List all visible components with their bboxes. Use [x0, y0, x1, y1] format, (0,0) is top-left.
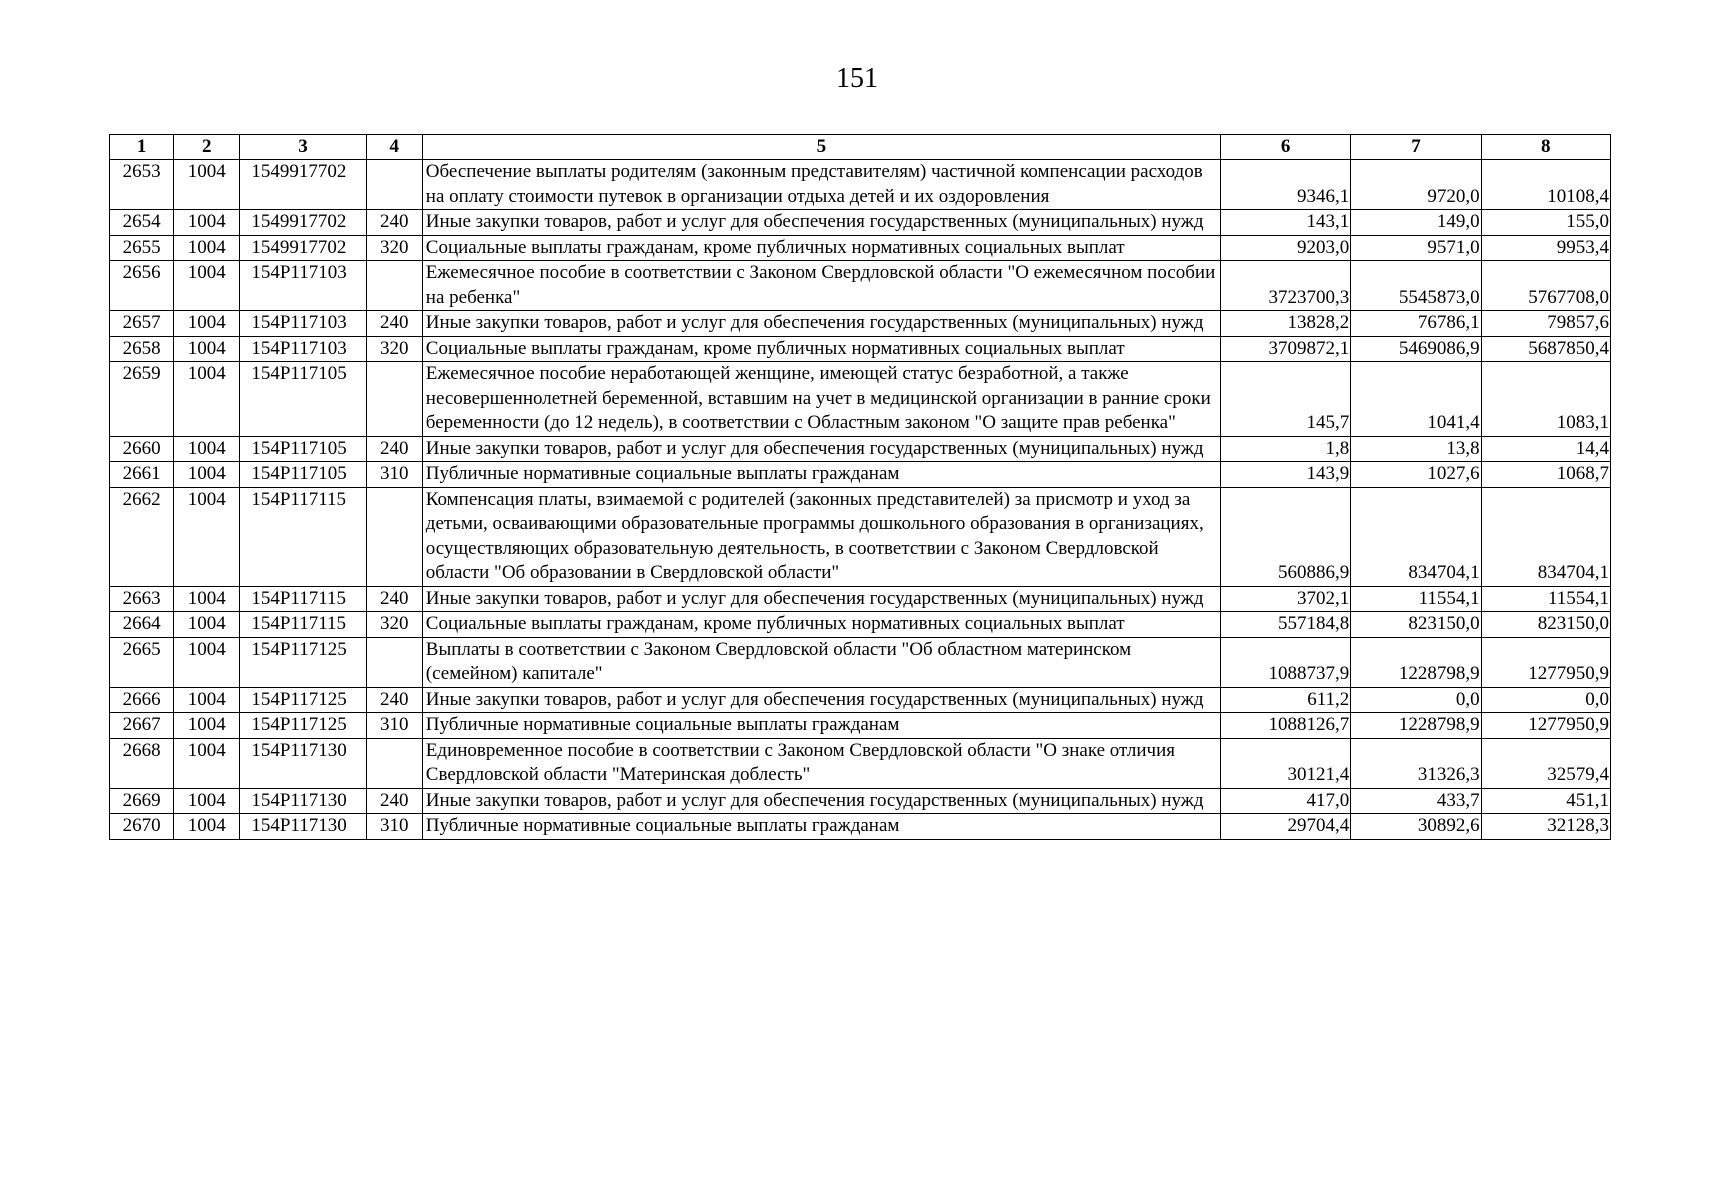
- table-row: [110, 637, 1611, 687]
- section-code-cell: 1004: [174, 160, 240, 210]
- amount-col-6-cell: 611,2: [1220, 687, 1350, 713]
- row-number-cell: 2657: [110, 311, 174, 337]
- section-code-cell: 1004: [174, 713, 240, 739]
- target-article-cell: 154P117130: [240, 788, 366, 814]
- expense-type-cell: 240: [366, 788, 422, 814]
- target-article-cell: 154P117115: [240, 586, 366, 612]
- amount-col-8-cell: 834704,1: [1481, 487, 1610, 586]
- row-number-cell: 2668: [110, 738, 174, 788]
- amount-col-8-cell: 10108,4: [1481, 160, 1610, 210]
- expense-type-cell: 310: [366, 814, 422, 840]
- target-article-cell: 1549917702: [240, 160, 366, 210]
- description-cell: Иные закупки товаров, работ и услуг для обеспечения государственных (муниципальных) нужд: [422, 210, 1220, 236]
- amount-col-7-cell: 149,0: [1351, 210, 1481, 236]
- header-col-2: 2: [174, 135, 240, 160]
- header-col-4: 4: [366, 135, 422, 160]
- target-article-cell: 154P117105: [240, 362, 366, 437]
- row-number-cell: 2662: [110, 487, 174, 586]
- target-article-cell: 154P117103: [240, 311, 366, 337]
- amount-col-7-cell: 0,0: [1351, 687, 1481, 713]
- description-cell: Социальные выплаты гражданам, кроме публичных нормативных социальных выплат: [422, 336, 1220, 362]
- description-cell: Иные закупки товаров, работ и услуг для обеспечения государственных (муниципальных) нужд: [422, 311, 1220, 337]
- amount-col-8-cell: 1068,7: [1481, 462, 1610, 488]
- table-row: [110, 462, 1611, 488]
- row-number-cell: 2659: [110, 362, 174, 437]
- amount-col-8-cell: 1277950,9: [1481, 713, 1610, 739]
- amount-col-6-cell: 3723700,3: [1220, 261, 1350, 311]
- amount-col-8-cell: 11554,1: [1481, 586, 1610, 612]
- table-row: [110, 210, 1611, 236]
- amount-col-6-cell: 560886,9: [1220, 487, 1350, 586]
- expense-type-cell: 310: [366, 713, 422, 739]
- expense-type-cell: 310: [366, 462, 422, 488]
- section-code-cell: 1004: [174, 814, 240, 840]
- row-number-cell: 2670: [110, 814, 174, 840]
- description-cell: Ежемесячное пособие неработающей женщине, имеющей статус безработной, а также несовершеннолетней беременной, вставшим на учет в медицинской организации в ранние сроки беременности (до 12 недель), в соответствии с Областным законом "О защите прав ребенка": [422, 362, 1220, 437]
- table-row: [110, 738, 1611, 788]
- amount-col-7-cell: 9720,0: [1351, 160, 1481, 210]
- table-body: [110, 160, 1611, 840]
- table-row: [110, 612, 1611, 638]
- header-col-5: 5: [422, 135, 1220, 160]
- section-code-cell: 1004: [174, 586, 240, 612]
- amount-col-6-cell: 9346,1: [1220, 160, 1350, 210]
- row-number-cell: 2656: [110, 261, 174, 311]
- description-cell: Иные закупки товаров, работ и услуг для обеспечения государственных (муниципальных) нужд: [422, 586, 1220, 612]
- target-article-cell: 154P117125: [240, 713, 366, 739]
- amount-col-7-cell: 1228798,9: [1351, 713, 1481, 739]
- budget-table: [109, 134, 1611, 840]
- row-number-cell: 2653: [110, 160, 174, 210]
- amount-col-6-cell: 3702,1: [1220, 586, 1350, 612]
- row-number-cell: 2669: [110, 788, 174, 814]
- section-code-cell: 1004: [174, 261, 240, 311]
- amount-col-7-cell: 11554,1: [1351, 586, 1481, 612]
- amount-col-7-cell: 834704,1: [1351, 487, 1481, 586]
- header-col-1: 1: [110, 135, 174, 160]
- amount-col-7-cell: 1027,6: [1351, 462, 1481, 488]
- target-article-cell: 154P117115: [240, 612, 366, 638]
- section-code-cell: 1004: [174, 612, 240, 638]
- target-article-cell: 154P117125: [240, 637, 366, 687]
- amount-col-8-cell: 14,4: [1481, 436, 1610, 462]
- table-row: [110, 586, 1611, 612]
- section-code-cell: 1004: [174, 788, 240, 814]
- target-article-cell: 1549917702: [240, 210, 366, 236]
- table-row: [110, 261, 1611, 311]
- expense-type-cell: [366, 362, 422, 437]
- amount-col-6-cell: 1088737,9: [1220, 637, 1350, 687]
- table-row: [110, 336, 1611, 362]
- expense-type-cell: [366, 160, 422, 210]
- amount-col-8-cell: 451,1: [1481, 788, 1610, 814]
- table-row: [110, 160, 1611, 210]
- row-number-cell: 2667: [110, 713, 174, 739]
- amount-col-8-cell: 5767708,0: [1481, 261, 1610, 311]
- amount-col-7-cell: 13,8: [1351, 436, 1481, 462]
- table-header-row: [110, 135, 1611, 160]
- amount-col-8-cell: 5687850,4: [1481, 336, 1610, 362]
- table-row: [110, 814, 1611, 840]
- header-col-7: 7: [1351, 135, 1481, 160]
- description-cell: Иные закупки товаров, работ и услуг для обеспечения государственных (муниципальных) нужд: [422, 436, 1220, 462]
- amount-col-8-cell: 9953,4: [1481, 235, 1610, 261]
- expense-type-cell: 240: [366, 210, 422, 236]
- amount-col-7-cell: 9571,0: [1351, 235, 1481, 261]
- amount-col-8-cell: 155,0: [1481, 210, 1610, 236]
- row-number-cell: 2665: [110, 637, 174, 687]
- row-number-cell: 2660: [110, 436, 174, 462]
- target-article-cell: 154P117130: [240, 814, 366, 840]
- amount-col-6-cell: 1,8: [1220, 436, 1350, 462]
- expense-type-cell: [366, 738, 422, 788]
- row-number-cell: 2658: [110, 336, 174, 362]
- amount-col-7-cell: 1228798,9: [1351, 637, 1481, 687]
- amount-col-6-cell: 3709872,1: [1220, 336, 1350, 362]
- description-cell: Публичные нормативные социальные выплаты гражданам: [422, 814, 1220, 840]
- section-code-cell: 1004: [174, 687, 240, 713]
- table-row: [110, 235, 1611, 261]
- expense-type-cell: [366, 487, 422, 586]
- amount-col-7-cell: 5469086,9: [1351, 336, 1481, 362]
- amount-col-7-cell: 30892,6: [1351, 814, 1481, 840]
- description-cell: Иные закупки товаров, работ и услуг для обеспечения государственных (муниципальных) нужд: [422, 788, 1220, 814]
- section-code-cell: 1004: [174, 738, 240, 788]
- target-article-cell: 154P117103: [240, 336, 366, 362]
- expense-type-cell: [366, 261, 422, 311]
- expense-type-cell: 240: [366, 311, 422, 337]
- amount-col-7-cell: 76786,1: [1351, 311, 1481, 337]
- amount-col-6-cell: 30121,4: [1220, 738, 1350, 788]
- section-code-cell: 1004: [174, 637, 240, 687]
- table-row: [110, 311, 1611, 337]
- expense-type-cell: 320: [366, 336, 422, 362]
- description-cell: Иные закупки товаров, работ и услуг для обеспечения государственных (муниципальных) нужд: [422, 687, 1220, 713]
- description-cell: Социальные выплаты гражданам, кроме публичных нормативных социальных выплат: [422, 235, 1220, 261]
- amount-col-7-cell: 823150,0: [1351, 612, 1481, 638]
- amount-col-6-cell: 143,1: [1220, 210, 1350, 236]
- expense-type-cell: [366, 637, 422, 687]
- header-col-6: 6: [1220, 135, 1350, 160]
- target-article-cell: 154P117130: [240, 738, 366, 788]
- section-code-cell: 1004: [174, 311, 240, 337]
- description-cell: Выплаты в соответствии с Законом Свердловской области "Об областном материнском (семейном) капитале": [422, 637, 1220, 687]
- target-article-cell: 154P117103: [240, 261, 366, 311]
- expense-type-cell: 240: [366, 586, 422, 612]
- expense-type-cell: 320: [366, 235, 422, 261]
- description-cell: Ежемесячное пособие в соответствии с Законом Свердловской области "О ежемесячном пособии на ребенка": [422, 261, 1220, 311]
- amount-col-6-cell: 417,0: [1220, 788, 1350, 814]
- row-number-cell: 2661: [110, 462, 174, 488]
- section-code-cell: 1004: [174, 436, 240, 462]
- row-number-cell: 2663: [110, 586, 174, 612]
- expense-type-cell: 320: [366, 612, 422, 638]
- amount-col-6-cell: 13828,2: [1220, 311, 1350, 337]
- section-code-cell: 1004: [174, 336, 240, 362]
- amount-col-6-cell: 29704,4: [1220, 814, 1350, 840]
- amount-col-8-cell: 1083,1: [1481, 362, 1610, 437]
- amount-col-8-cell: 32579,4: [1481, 738, 1610, 788]
- target-article-cell: 154P117105: [240, 436, 366, 462]
- amount-col-8-cell: 32128,3: [1481, 814, 1610, 840]
- amount-col-7-cell: 433,7: [1351, 788, 1481, 814]
- amount-col-7-cell: 5545873,0: [1351, 261, 1481, 311]
- amount-col-8-cell: 79857,6: [1481, 311, 1610, 337]
- amount-col-8-cell: 0,0: [1481, 687, 1610, 713]
- table-row: [110, 487, 1611, 586]
- row-number-cell: 2654: [110, 210, 174, 236]
- expense-type-cell: 240: [366, 436, 422, 462]
- table-row: [110, 788, 1611, 814]
- amount-col-6-cell: 145,7: [1220, 362, 1350, 437]
- amount-col-6-cell: 557184,8: [1220, 612, 1350, 638]
- description-cell: Социальные выплаты гражданам, кроме публичных нормативных социальных выплат: [422, 612, 1220, 638]
- target-article-cell: 154P117115: [240, 487, 366, 586]
- amount-col-8-cell: 823150,0: [1481, 612, 1610, 638]
- table-row: [110, 436, 1611, 462]
- section-code-cell: 1004: [174, 235, 240, 261]
- section-code-cell: 1004: [174, 210, 240, 236]
- amount-col-6-cell: 143,9: [1220, 462, 1350, 488]
- description-cell: Единовременное пособие в соответствии с Законом Свердловской области "О знаке отличия Свердловской области "Материнская доблесть": [422, 738, 1220, 788]
- section-code-cell: 1004: [174, 362, 240, 437]
- table-row: [110, 362, 1611, 437]
- page-number: 151: [836, 63, 878, 94]
- target-article-cell: 1549917702: [240, 235, 366, 261]
- expense-type-cell: 240: [366, 687, 422, 713]
- table-row: [110, 713, 1611, 739]
- amount-col-6-cell: 9203,0: [1220, 235, 1350, 261]
- header-col-3: 3: [240, 135, 366, 160]
- target-article-cell: 154P117125: [240, 687, 366, 713]
- amount-col-6-cell: 1088126,7: [1220, 713, 1350, 739]
- amount-col-8-cell: 1277950,9: [1481, 637, 1610, 687]
- amount-col-7-cell: 1041,4: [1351, 362, 1481, 437]
- description-cell: Компенсация платы, взимаемой с родителей (законных представителей) за присмотр и уход за детьми, осваивающими образовательные программы дошкольного образования в организациях, осуществляющих образовательную деятельность, в соответствии с Законом Свердловской области "Об образовании в Свердловской области": [422, 487, 1220, 586]
- target-article-cell: 154P117105: [240, 462, 366, 488]
- description-cell: Публичные нормативные социальные выплаты гражданам: [422, 462, 1220, 488]
- description-cell: Обеспечение выплаты родителям (законным представителям) частичной компенсации расходов на оплату стоимости путевок в организации отдыха детей и их оздоровления: [422, 160, 1220, 210]
- table-row: [110, 687, 1611, 713]
- amount-col-7-cell: 31326,3: [1351, 738, 1481, 788]
- section-code-cell: 1004: [174, 487, 240, 586]
- row-number-cell: 2664: [110, 612, 174, 638]
- section-code-cell: 1004: [174, 462, 240, 488]
- row-number-cell: 2655: [110, 235, 174, 261]
- row-number-cell: 2666: [110, 687, 174, 713]
- header-col-8: 8: [1481, 135, 1610, 160]
- description-cell: Публичные нормативные социальные выплаты гражданам: [422, 713, 1220, 739]
